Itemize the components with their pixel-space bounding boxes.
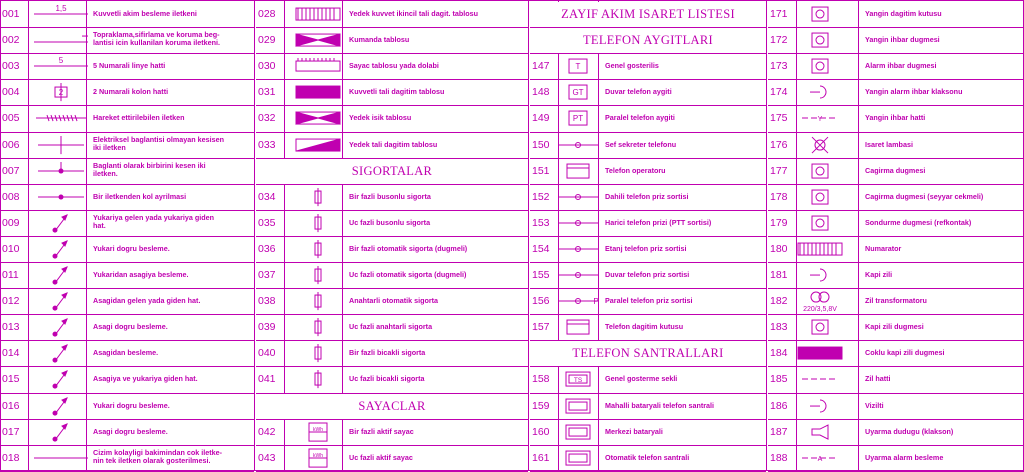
- meter-icon: [286, 421, 350, 443]
- signal-line-icon: [798, 368, 842, 390]
- telephone-outlet-icon: [554, 134, 602, 156]
- item-description: Duvar telefon aygiti: [605, 88, 672, 97]
- alarm-button-icon: [798, 3, 842, 25]
- control-panel-icon: [286, 107, 350, 129]
- item-number: 043: [258, 451, 276, 464]
- item-number: 188: [770, 451, 788, 464]
- row-divider: [530, 53, 766, 54]
- bell-icon: [798, 81, 842, 103]
- item-number: 015: [2, 373, 20, 386]
- row-divider: [530, 184, 766, 185]
- symbol-label: A: [817, 455, 823, 463]
- feed-arrow-icon: [30, 368, 92, 390]
- row-divider: [256, 262, 528, 263]
- meter-panel-icon: [286, 55, 350, 77]
- row-divider: [0, 53, 254, 54]
- item-description: Yangin alarm ihbar klaksonu: [865, 88, 963, 97]
- fuse-icon: [286, 290, 350, 312]
- item-number: 174: [770, 86, 788, 99]
- row-divider: [256, 184, 528, 185]
- signal-lamp-icon: [798, 134, 842, 156]
- fuse-icon: [286, 212, 350, 234]
- item-number: 012: [2, 295, 20, 308]
- item-number: 155: [532, 269, 550, 281]
- row-divider: [530, 236, 766, 237]
- feed-arrow-icon: [30, 212, 92, 234]
- item-number: 156: [532, 295, 550, 308]
- item-description: Alarm ihbar dugmesi: [865, 62, 937, 71]
- row-divider: [530, 132, 766, 133]
- section-header: SAYACLAR: [358, 398, 426, 413]
- item-description: Kuvvetli tali dagitim tablosu: [349, 88, 445, 97]
- distribution-box-icon: [554, 316, 602, 338]
- row-divider: [530, 288, 766, 289]
- row-divider: [0, 0, 1024, 1]
- item-number: 182: [770, 295, 788, 308]
- row-divider: [530, 105, 766, 106]
- row-divider: [0, 132, 254, 133]
- row-divider: [768, 132, 1024, 133]
- item-number: 033: [258, 138, 276, 151]
- switchboard-icon: [554, 395, 602, 417]
- item-description: Asagidan gelen yada giden hat.: [93, 297, 201, 306]
- item-description: 5 Numarali linye hatti: [93, 62, 166, 71]
- item-description: Elektriksel baglantisi olmayan kesisen iki iletken: [93, 135, 225, 152]
- symbol-label: 220/3,5,8V: [803, 306, 837, 314]
- item-description: Bir fazli aktif sayac: [349, 427, 414, 436]
- symbol-label: TS: [573, 377, 583, 385]
- item-description: Bir fazli otomatik sigorta (dugmeli): [349, 244, 468, 253]
- alarm-button-icon: [798, 212, 842, 234]
- row-divider: [530, 314, 766, 315]
- row-divider: [768, 53, 1024, 54]
- movable-conductor-icon: [30, 107, 92, 129]
- item-number: 176: [770, 138, 788, 151]
- row-divider: [530, 419, 766, 420]
- row-divider: [768, 79, 1024, 80]
- item-description: Uyarma dudugu (klakson): [865, 427, 954, 436]
- item-description: Kuvvetli akim besleme iletkeni: [93, 10, 197, 18]
- row-divider: [530, 158, 766, 159]
- item-number: 008: [2, 190, 20, 203]
- item-number: 157: [532, 321, 550, 334]
- row-divider: [0, 419, 254, 420]
- item-description: Hareket ettirilebilen iletken: [93, 114, 185, 123]
- row-divider: [768, 393, 1024, 394]
- row-divider: [256, 27, 528, 28]
- item-description: Asagiya ve yukariya giden hat.: [93, 375, 198, 384]
- item-number: 040: [258, 347, 276, 360]
- symbol-label: 1,5: [55, 4, 67, 14]
- signal-line-icon: [798, 107, 842, 129]
- alarm-button-icon: [798, 29, 842, 51]
- branch-icon: [30, 186, 92, 208]
- alarm-button-icon: [798, 316, 842, 338]
- item-number: 009: [2, 216, 20, 229]
- item-description: Sondurme dugmesi (refkontak): [865, 218, 972, 227]
- item-number: 158: [532, 373, 550, 386]
- row-divider: [768, 445, 1024, 446]
- row-divider: [530, 366, 766, 367]
- item-number: 041: [258, 373, 276, 386]
- item-description: Paralel telefon priz sortisi: [605, 297, 693, 306]
- telephone-outlet-icon: [554, 186, 602, 208]
- item-description: Kapi zili: [865, 271, 893, 279]
- item-description: Etanj telefon priz sortisi: [605, 244, 687, 253]
- item-description: Yangin ihbar hatti: [865, 114, 926, 123]
- item-description: Sayac tablosu yada dolabi: [349, 62, 439, 71]
- row-divider: [256, 288, 528, 289]
- item-description: Yedek isik tablosu: [349, 114, 412, 123]
- item-number: 177: [770, 164, 788, 177]
- item-description: Uc fazli aktif sayac: [349, 453, 413, 462]
- switchboard-icon: [554, 447, 602, 469]
- feed-arrow-icon: [30, 342, 92, 364]
- row-divider: [256, 105, 528, 106]
- item-number: 179: [770, 216, 788, 229]
- row-divider: [0, 340, 254, 341]
- item-number: 002: [2, 34, 20, 47]
- item-description: Cizim kolayligi bakimindan cok iletke- nin tek iletken olarak gosterilmesi.: [93, 448, 223, 465]
- item-number: 186: [770, 399, 788, 412]
- row-divider: [530, 79, 766, 80]
- item-number: 148: [532, 86, 550, 99]
- item-number: 178: [770, 190, 788, 203]
- item-description: Genel gosterme sekli: [605, 375, 678, 384]
- item-number: 175: [770, 112, 788, 125]
- section-header: TELEFON AYGITLARI: [583, 33, 713, 48]
- item-number: 014: [2, 347, 20, 360]
- item-description: 2 Numarali kolon hatti: [93, 88, 169, 97]
- item-number: 160: [532, 425, 550, 438]
- item-description: Bir fazli bicakli sigorta: [349, 349, 426, 358]
- item-description: Dahili telefon priz sortisi: [605, 192, 689, 201]
- item-number: 180: [770, 242, 788, 255]
- item-description: Yedek kuvvet ikincil tali dagit. tablosu: [349, 10, 479, 18]
- bell-icon: [798, 395, 842, 417]
- fuse-icon: [286, 342, 350, 364]
- column-line-icon: [30, 81, 92, 103]
- row-divider: [256, 210, 528, 211]
- telephone-outlet-icon: [554, 238, 602, 260]
- feed-arrow-icon: [30, 290, 92, 312]
- row-divider: [530, 445, 766, 446]
- item-number: 171: [770, 8, 788, 20]
- symbol-label: PT: [572, 114, 584, 124]
- crossing-icon: [30, 134, 92, 156]
- item-number: 016: [2, 399, 20, 412]
- item-description: Zil transformatoru: [865, 297, 927, 306]
- column-divider: [254, 0, 255, 471]
- fuse-icon: [286, 264, 350, 286]
- row-divider: [256, 53, 528, 54]
- row-divider: [768, 288, 1024, 289]
- item-description: Yukaridan asagiya besleme.: [93, 271, 189, 279]
- alarm-button-icon: [798, 160, 842, 182]
- conductor-line-icon: [30, 447, 92, 469]
- item-number: 038: [258, 295, 276, 308]
- item-description: Telefon dagitim kutusu: [605, 323, 684, 332]
- feed-arrow-icon: [30, 264, 92, 286]
- item-number: 011: [2, 269, 19, 281]
- row-divider: [768, 27, 1024, 28]
- item-number: 005: [2, 112, 20, 125]
- section-header: ZAYIF AKIM ISARET LISTESI: [561, 7, 735, 21]
- alarm-button-icon: [798, 55, 842, 77]
- telephone-outlet-icon: [554, 290, 602, 312]
- item-number: 154: [532, 242, 550, 255]
- item-number: 028: [258, 8, 276, 20]
- item-number: 152: [532, 190, 550, 203]
- item-description: Topraklama,sifirlama ve koruma beg- lantisi icin kullanilan koruma iletkeni.: [93, 31, 221, 48]
- item-description: Yukari dogru besleme.: [93, 401, 170, 410]
- row-divider: [0, 105, 254, 106]
- row-divider: [768, 340, 1024, 341]
- symbol-label: kWh: [313, 426, 323, 433]
- row-divider: [530, 210, 766, 211]
- item-description: Harici telefon prizi (PTT sortisi): [605, 218, 712, 227]
- symbol-label: Y: [817, 116, 823, 124]
- item-number: 161: [532, 451, 550, 464]
- item-number: 183: [770, 321, 788, 334]
- item-number: 150: [532, 138, 550, 151]
- item-description: Uc fazli anahtarli sigorta: [349, 323, 433, 332]
- item-description: Zil hatti: [865, 375, 891, 384]
- feed-arrow-icon: [30, 421, 92, 443]
- item-description: Paralel telefon aygiti: [605, 114, 675, 123]
- item-description: Merkezi bataryali: [605, 427, 663, 436]
- item-description: Cagirma dugmesi: [865, 166, 926, 175]
- telephone-outlet-icon: [554, 264, 602, 286]
- item-number: 013: [2, 321, 20, 334]
- item-description: Asagi dogru besleme.: [93, 427, 168, 436]
- item-number: 004: [2, 86, 20, 99]
- item-description: Yedek tali dagitim tablosu: [349, 140, 438, 149]
- alarm-button-icon: [798, 186, 842, 208]
- row-divider: [768, 419, 1024, 420]
- item-number: 042: [258, 425, 276, 438]
- row-divider: [0, 210, 254, 211]
- symbol-label: 5: [58, 56, 64, 66]
- item-number: 029: [258, 34, 276, 47]
- panel-icon: [798, 238, 842, 260]
- telephone-icon: [554, 55, 602, 77]
- item-number: 184: [770, 347, 788, 360]
- fuse-icon: [286, 186, 350, 208]
- row-divider: [768, 236, 1024, 237]
- transformer-icon: [798, 290, 842, 312]
- junction-icon: [30, 160, 92, 182]
- item-number: 035: [258, 216, 276, 229]
- fuse-icon: [286, 368, 350, 390]
- symbol-label: P: [593, 297, 599, 307]
- item-description: Duvar telefon priz sortisi: [605, 271, 690, 279]
- item-description: Otomatik telefon santrali: [605, 453, 690, 462]
- panel-icon: [286, 3, 350, 25]
- item-description: Genel gosterilis: [605, 62, 659, 71]
- row-divider: [256, 419, 528, 420]
- item-description: Telefon operatoru: [605, 166, 666, 175]
- item-description: Yukariya gelen yada yukariya giden hat.: [93, 213, 215, 230]
- row-divider: [256, 314, 528, 315]
- horn-icon: [798, 421, 842, 443]
- row-divider: [256, 340, 528, 341]
- item-description: Yangin dagitim kutusu: [865, 10, 942, 18]
- item-description: Isaret lambasi: [865, 140, 913, 149]
- fuse-icon: [286, 238, 350, 260]
- row-divider: [256, 132, 528, 133]
- row-divider: [256, 366, 528, 367]
- item-description: Bir fazli busonlu sigorta: [349, 192, 431, 201]
- row-divider: [0, 79, 254, 80]
- item-description: Vizilti: [865, 401, 884, 410]
- item-number: 147: [532, 60, 550, 73]
- row-divider: [768, 105, 1024, 106]
- row-divider: [0, 236, 254, 237]
- conductor-line-icon: [30, 3, 92, 25]
- item-description: Asagi dogru besleme.: [93, 323, 168, 332]
- item-number: 030: [258, 60, 276, 73]
- switchboard-icon: [554, 421, 602, 443]
- item-description: Kumanda tablosu: [349, 36, 410, 45]
- row-divider: [768, 184, 1024, 185]
- row-divider: [0, 288, 254, 289]
- item-description: Uc fazli bicakli sigorta: [349, 375, 425, 384]
- row-divider: [0, 314, 254, 315]
- item-number: 151: [532, 164, 550, 177]
- item-number: 173: [770, 60, 788, 73]
- item-number: 153: [532, 216, 550, 229]
- row-divider: [768, 158, 1024, 159]
- feed-arrow-icon: [30, 238, 92, 260]
- item-number: 037: [258, 269, 276, 281]
- conductor-line-icon: [30, 55, 92, 77]
- item-description: Cagirma dugmesi (seyyar cekmeli): [865, 192, 984, 201]
- meter-icon: [286, 447, 350, 469]
- item-description: Yukari dogru besleme.: [93, 244, 170, 253]
- telephone-icon: [554, 81, 602, 103]
- item-number: 159: [532, 399, 550, 412]
- item-number: 031: [258, 86, 276, 99]
- row-divider: [768, 262, 1024, 263]
- item-number: 039: [258, 321, 276, 334]
- row-divider: [0, 445, 254, 446]
- telephone-outlet-icon: [554, 212, 602, 234]
- item-number: 007: [2, 164, 20, 177]
- item-number: 036: [258, 242, 276, 255]
- item-number: 034: [258, 190, 276, 203]
- item-description: Kapi zili dugmesi: [865, 323, 924, 332]
- symbol-label: kWh: [313, 452, 323, 459]
- item-description: Numarator: [865, 244, 902, 253]
- fuse-icon: [286, 316, 350, 338]
- item-number: 032: [258, 112, 276, 125]
- row-divider: [530, 393, 766, 394]
- bell-icon: [798, 264, 842, 286]
- row-divider: [768, 314, 1024, 315]
- row-divider: [0, 366, 254, 367]
- symbol-label: GT: [572, 88, 584, 98]
- row-divider: [530, 262, 766, 263]
- symbol-label: T: [575, 62, 581, 72]
- column-divider: [528, 0, 529, 471]
- signal-line-icon: [798, 447, 842, 469]
- item-description: Coklu kapi zili dugmesi: [865, 349, 945, 358]
- row-divider: [256, 236, 528, 237]
- item-number: 003: [2, 60, 20, 73]
- item-number: 017: [2, 425, 20, 438]
- item-number: 172: [770, 34, 788, 47]
- row-divider: [0, 184, 254, 185]
- item-description: Anahtarli otomatik sigorta: [349, 297, 439, 306]
- item-number: 006: [2, 138, 20, 151]
- item-number: 181: [770, 269, 788, 281]
- row-divider: [0, 262, 254, 263]
- row-divider: [0, 393, 254, 394]
- item-description: Uc fazli busonlu sigorta: [349, 218, 431, 227]
- column-divider: [766, 0, 767, 471]
- section-header: SIGORTALAR: [351, 163, 433, 178]
- symbol-label: 2: [58, 88, 64, 98]
- item-description: Baglanti olarak birbirini kesen iki iletken.: [93, 161, 206, 178]
- item-description: Sef sekreter telefonu: [605, 140, 677, 149]
- feed-arrow-icon: [30, 395, 92, 417]
- row-divider: [0, 158, 254, 159]
- item-description: Asagidan besleme.: [93, 349, 159, 358]
- row-divider: [256, 445, 528, 446]
- item-number: 001: [2, 8, 20, 20]
- protective-conductor-icon: [30, 29, 92, 51]
- item-number: 018: [2, 451, 20, 464]
- item-description: Bir iletkenden kol ayrilmasi: [93, 192, 187, 201]
- item-description: Yangin ihbar dugmesi: [865, 36, 940, 45]
- distribution-panel-icon: [798, 342, 842, 364]
- item-number: 010: [2, 242, 20, 255]
- row-divider: [768, 366, 1024, 367]
- distribution-panel-icon: [286, 81, 350, 103]
- distribution-box-icon: [554, 160, 602, 182]
- telephone-icon: [554, 107, 602, 129]
- backup-panel-icon: [286, 134, 350, 156]
- item-number: 149: [532, 112, 550, 125]
- item-number: 187: [770, 425, 788, 438]
- item-description: Uc fazli otomatik sigorta (dugmeli): [349, 271, 467, 279]
- control-panel-icon: [286, 29, 350, 51]
- item-description: Uyarma alarm besleme: [865, 453, 944, 462]
- item-description: Mahalli bataryali telefon santrali: [605, 401, 715, 410]
- switchboard-icon: [554, 368, 602, 390]
- row-divider: [0, 27, 254, 28]
- row-divider: [768, 210, 1024, 211]
- row-divider: [256, 79, 528, 80]
- section-header: TELEFON SANTRALLARI: [572, 346, 724, 361]
- item-number: 185: [770, 373, 788, 386]
- feed-arrow-icon: [30, 316, 92, 338]
